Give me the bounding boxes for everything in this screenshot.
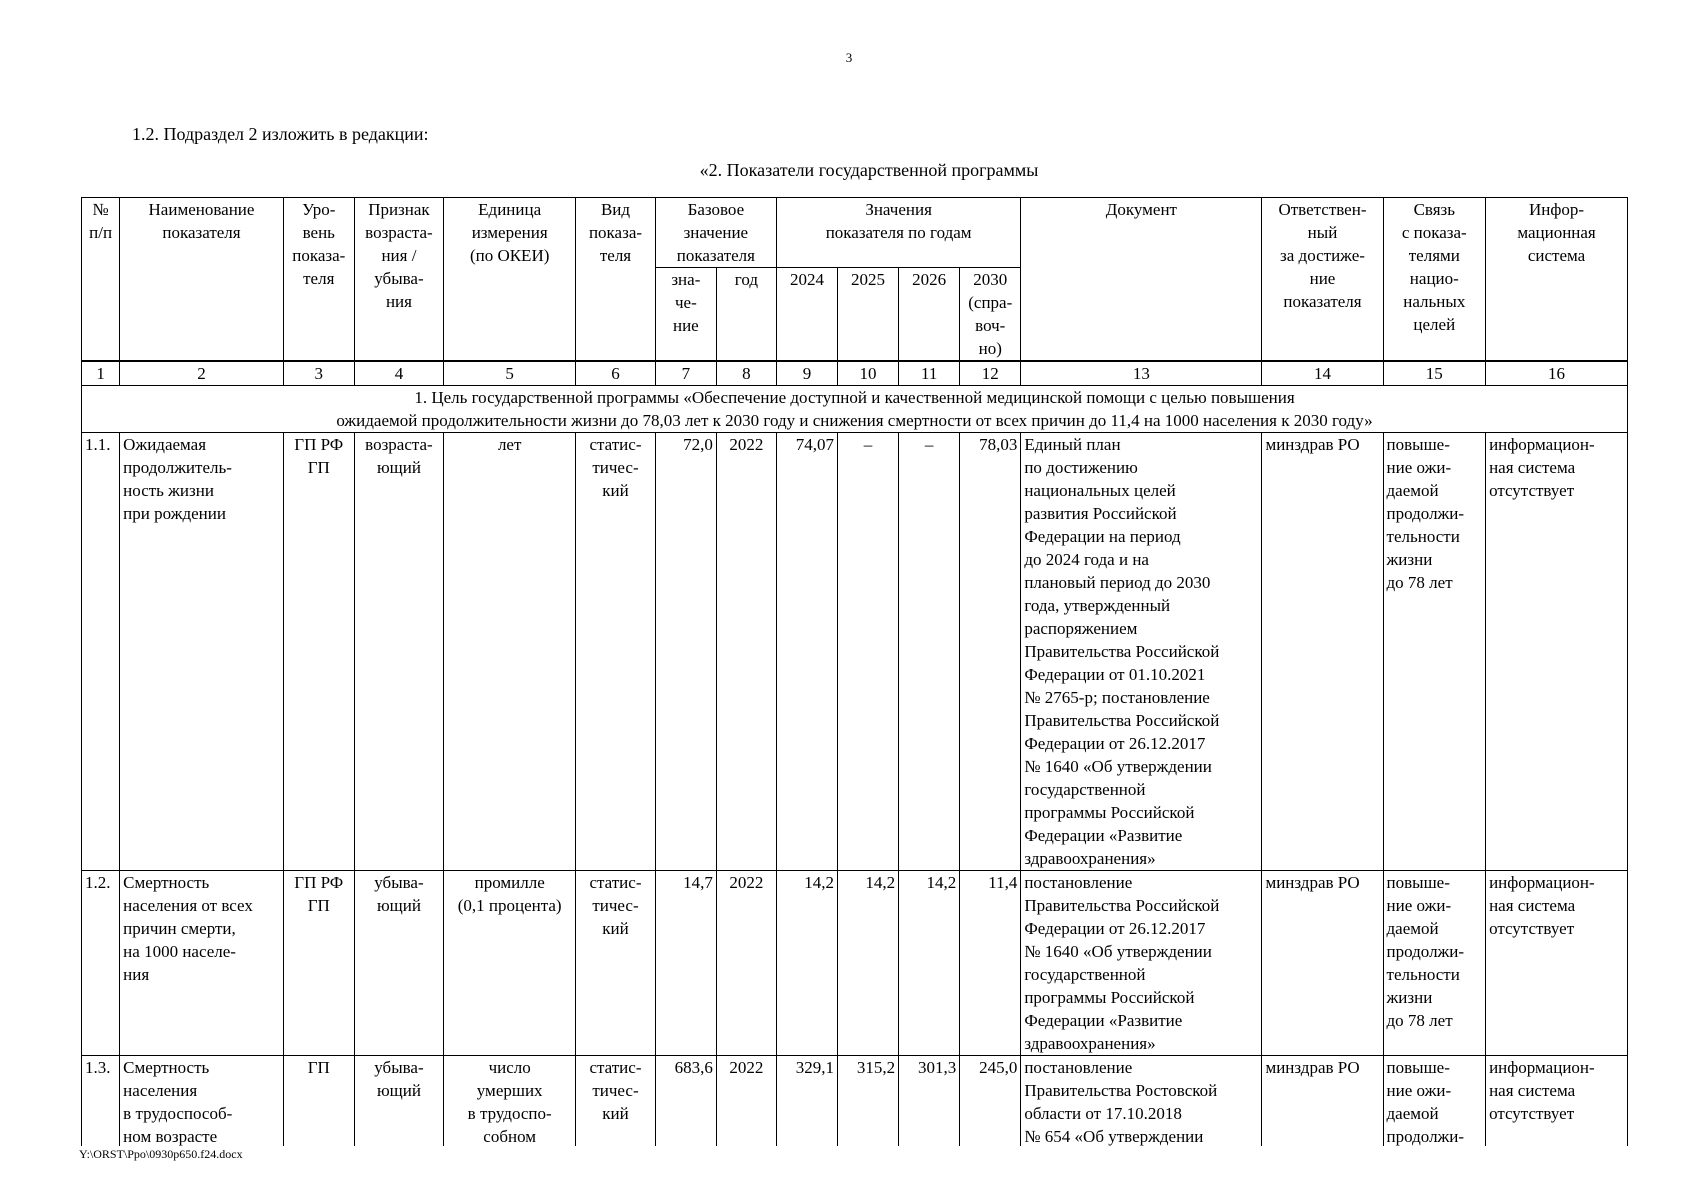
intro-paragraph: 1.2. Подраздел 2 изложить в редакции: — [132, 124, 429, 144]
row-num: 1.2. — [82, 871, 120, 1056]
row-base-year: 2022 — [716, 433, 776, 871]
header-base-year: год — [716, 268, 776, 362]
row-level: ГП РФ ГП — [283, 871, 354, 1056]
col-number: 1 — [82, 361, 120, 386]
row-sign: убыва- ющий — [354, 1056, 443, 1147]
col-number: 2 — [120, 361, 284, 386]
row-base-value: 683,6 — [655, 1056, 716, 1147]
row-info: информацион- ная система отсутствует — [1486, 871, 1628, 1056]
row-2025: – — [838, 433, 899, 871]
row-name: Ожидаемая продолжитель- ность жизни при рождении — [120, 433, 284, 871]
row-name: Смертность населения от всех причин смерти, на 1000 населе- ния — [120, 871, 284, 1056]
table-row — [82, 871, 1628, 1056]
header-sign: Признак возраста- ния / убыва- ния — [354, 198, 443, 362]
row-2026: 301,3 — [899, 1056, 960, 1147]
col-number: 3 — [283, 361, 354, 386]
row-resp: минздрав РО — [1262, 1056, 1383, 1147]
header-2030: 2030 (спра- воч- но) — [960, 268, 1021, 362]
row-doc: постановление Правительства Российской Федерации от 26.12.2017 № 1640 «Об утверждении государственной программы Российской Федерации «Развитие здравоохранения» — [1021, 871, 1262, 1056]
col-number: 4 — [354, 361, 443, 386]
row-level: ГП РФ ГП — [283, 433, 354, 871]
row-base-year: 2022 — [716, 871, 776, 1056]
table-row — [82, 433, 1628, 871]
row-2030: 11,4 — [960, 871, 1021, 1056]
row-2026: 14,2 — [899, 871, 960, 1056]
header-unit: Единица измерения (по ОКЕИ) — [444, 198, 576, 362]
header-level: Уро- вень показа- теля — [283, 198, 354, 362]
header-2024: 2024 — [776, 268, 837, 362]
header-2026: 2026 — [899, 268, 960, 362]
header-resp: Ответствен- ный за достиже- ние показателя — [1262, 198, 1383, 362]
row-unit: промилле (0,1 процента) — [444, 871, 576, 1056]
col-number: 9 — [776, 361, 837, 386]
goal-row — [82, 386, 1628, 433]
row-base-value: 14,7 — [655, 871, 716, 1056]
header-row-1 — [82, 198, 1628, 268]
row-2025: 315,2 — [838, 1056, 899, 1147]
section-title: «2. Показатели государственной программы — [699, 160, 1039, 180]
row-unit: лет — [444, 433, 576, 871]
row-link: повыше- ние ожи- даемой продолжи- тельности жизни до 78 лет — [1383, 871, 1486, 1056]
row-resp: минздрав РО — [1262, 871, 1383, 1056]
row-2030: 245,0 — [960, 1056, 1021, 1147]
row-level: ГП — [283, 1056, 354, 1147]
row-doc: постановление Правительства Ростовской области от 17.10.2018 № 654 «Об утверждении — [1021, 1056, 1262, 1147]
row-resp: минздрав РО — [1262, 433, 1383, 871]
row-type: статис- тичес- кий — [576, 1056, 656, 1147]
row-2030: 78,03 — [960, 433, 1021, 871]
header-name: Наименование показателя — [120, 198, 284, 362]
row-unit: число умерших в трудоспо- собном — [444, 1056, 576, 1147]
header-type: Вид показа- теля — [576, 198, 656, 362]
header-2025: 2025 — [838, 268, 899, 362]
col-number: 10 — [838, 361, 899, 386]
row-sign: возраста- ющий — [354, 433, 443, 871]
row-2024: 74,07 — [776, 433, 837, 871]
table-row — [82, 1056, 1628, 1147]
col-number: 15 — [1383, 361, 1486, 386]
row-name: Смертность населения в трудоспособ- ном возрасте — [120, 1056, 284, 1147]
row-link: повыше- ние ожи- даемой продолжи- тельности жизни до 78 лет — [1383, 433, 1486, 871]
row-info: информацион- ная система отсутствует — [1486, 433, 1628, 871]
row-2025: 14,2 — [838, 871, 899, 1056]
row-sign: убыва- ющий — [354, 871, 443, 1056]
col-number: 14 — [1262, 361, 1383, 386]
col-number: 5 — [444, 361, 576, 386]
col-number: 16 — [1486, 361, 1628, 386]
col-number: 13 — [1021, 361, 1262, 386]
row-num: 1.1. — [82, 433, 120, 871]
file-path-footer: Y:\ORST\Ppo\0930p650.f24.docx — [79, 1147, 243, 1161]
column-number-row — [82, 361, 1628, 386]
header-base: Базовое значение показателя — [655, 198, 776, 268]
row-2026: – — [899, 433, 960, 871]
header-num: № п/п — [82, 198, 120, 362]
indicators-table-wrapper — [81, 197, 1628, 1146]
row-info: информацион- ная система отсутствует — [1486, 1056, 1628, 1147]
row-num: 1.3. — [82, 1056, 120, 1147]
col-number: 11 — [899, 361, 960, 386]
header-doc: Документ — [1021, 198, 1262, 362]
header-link: Связь с показа- телями нацио- нальных целей — [1383, 198, 1486, 362]
header-values: Значения показателя по годам — [776, 198, 1020, 268]
col-number: 6 — [576, 361, 656, 386]
row-doc: Единый план по достижению национальных целей развития Российской Федерации на период до 2024 года и на плановый период до 2030 года, утвержденный распоряжением Правительства Российской Федерации от 01.10.2021 № 2765-р; постановление Правительства Российской Федерации от 26.12.2017 № 1640 «Об утверждении государственной программы Российской Федерации «Развитие здравоохранения» — [1021, 433, 1262, 871]
header-base-value: зна- че- ние — [655, 268, 716, 362]
col-number: 12 — [960, 361, 1021, 386]
row-2024: 14,2 — [776, 871, 837, 1056]
row-2024: 329,1 — [776, 1056, 837, 1147]
indicators-table — [81, 197, 1628, 1146]
row-base-year: 2022 — [716, 1056, 776, 1147]
header-info: Инфор- мационная система — [1486, 198, 1628, 362]
col-number: 8 — [716, 361, 776, 386]
col-number: 7 — [655, 361, 716, 386]
row-type: статис- тичес- кий — [576, 871, 656, 1056]
row-link: повыше- ние ожи- даемой продолжи- — [1383, 1056, 1486, 1147]
page-number: 3 — [845, 50, 853, 65]
row-type: статис- тичес- кий — [576, 433, 656, 871]
row-base-value: 72,0 — [655, 433, 716, 871]
goal-text: 1. Цель государственной программы «Обеспечение доступной и качественной медицинской помощи с целью повышения ожидаемой продолжительности жизни до 78,03 лет к 2030 году и снижения смертности от всех причин до 11,4 на 1000 населения к 2030 году» — [82, 386, 1628, 433]
